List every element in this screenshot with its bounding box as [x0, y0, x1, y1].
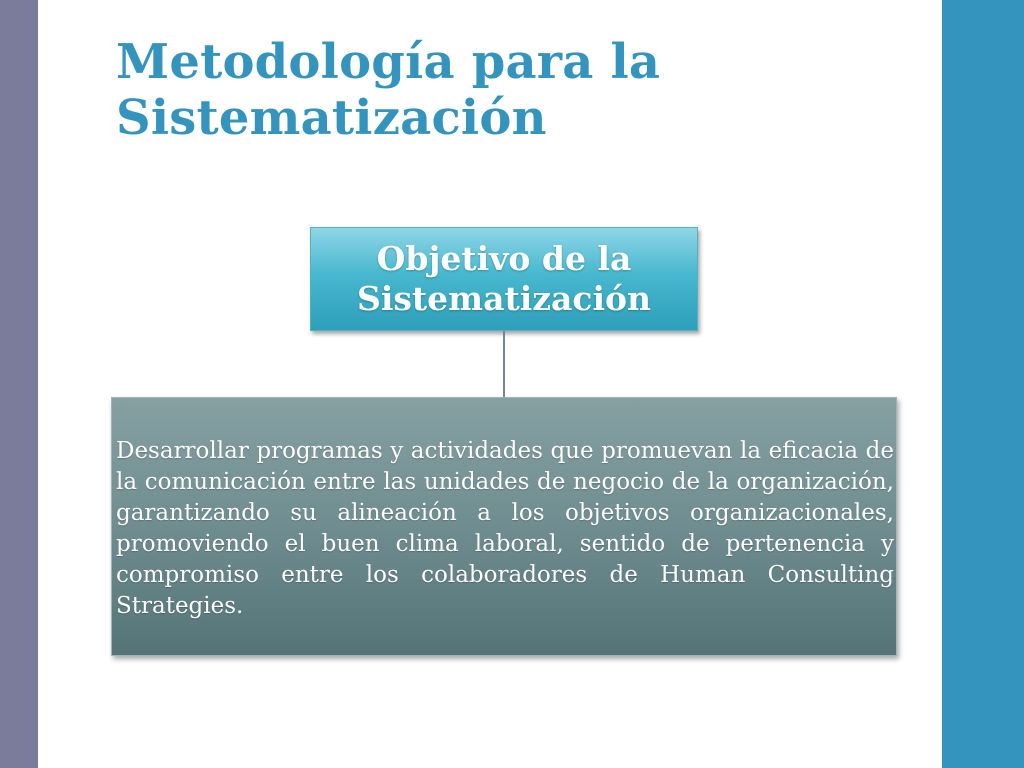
- diagram-bottom-node: [111, 397, 897, 656]
- slide-title: [116, 34, 896, 146]
- top-node-label: [357, 239, 651, 319]
- diagram-connector-line: [503, 331, 505, 398]
- diagram-top-node: [310, 227, 698, 331]
- top-node-label-line-2: Sistematización: [356, 279, 652, 318]
- top-node-label-line-1: Objetivo de la: [376, 239, 632, 278]
- left-accent-bar: [0, 0, 38, 768]
- slide-title-line-1: Metodología para la: [116, 34, 661, 90]
- slide-title-line-2: Sistematización: [116, 90, 547, 146]
- bottom-node-text: Desarrollar programas y actividades que promuevan la eficacia de la comunicación entre las unidades de negocio de la organización, garantizando su alineación a los objetivos organizacionales, promoviendo el buen clima laboral, sentido de pertenencia y compromiso entre los colaboradores de Human Consulting Strategies.: [116, 438, 894, 619]
- right-accent-bar: [942, 0, 1024, 768]
